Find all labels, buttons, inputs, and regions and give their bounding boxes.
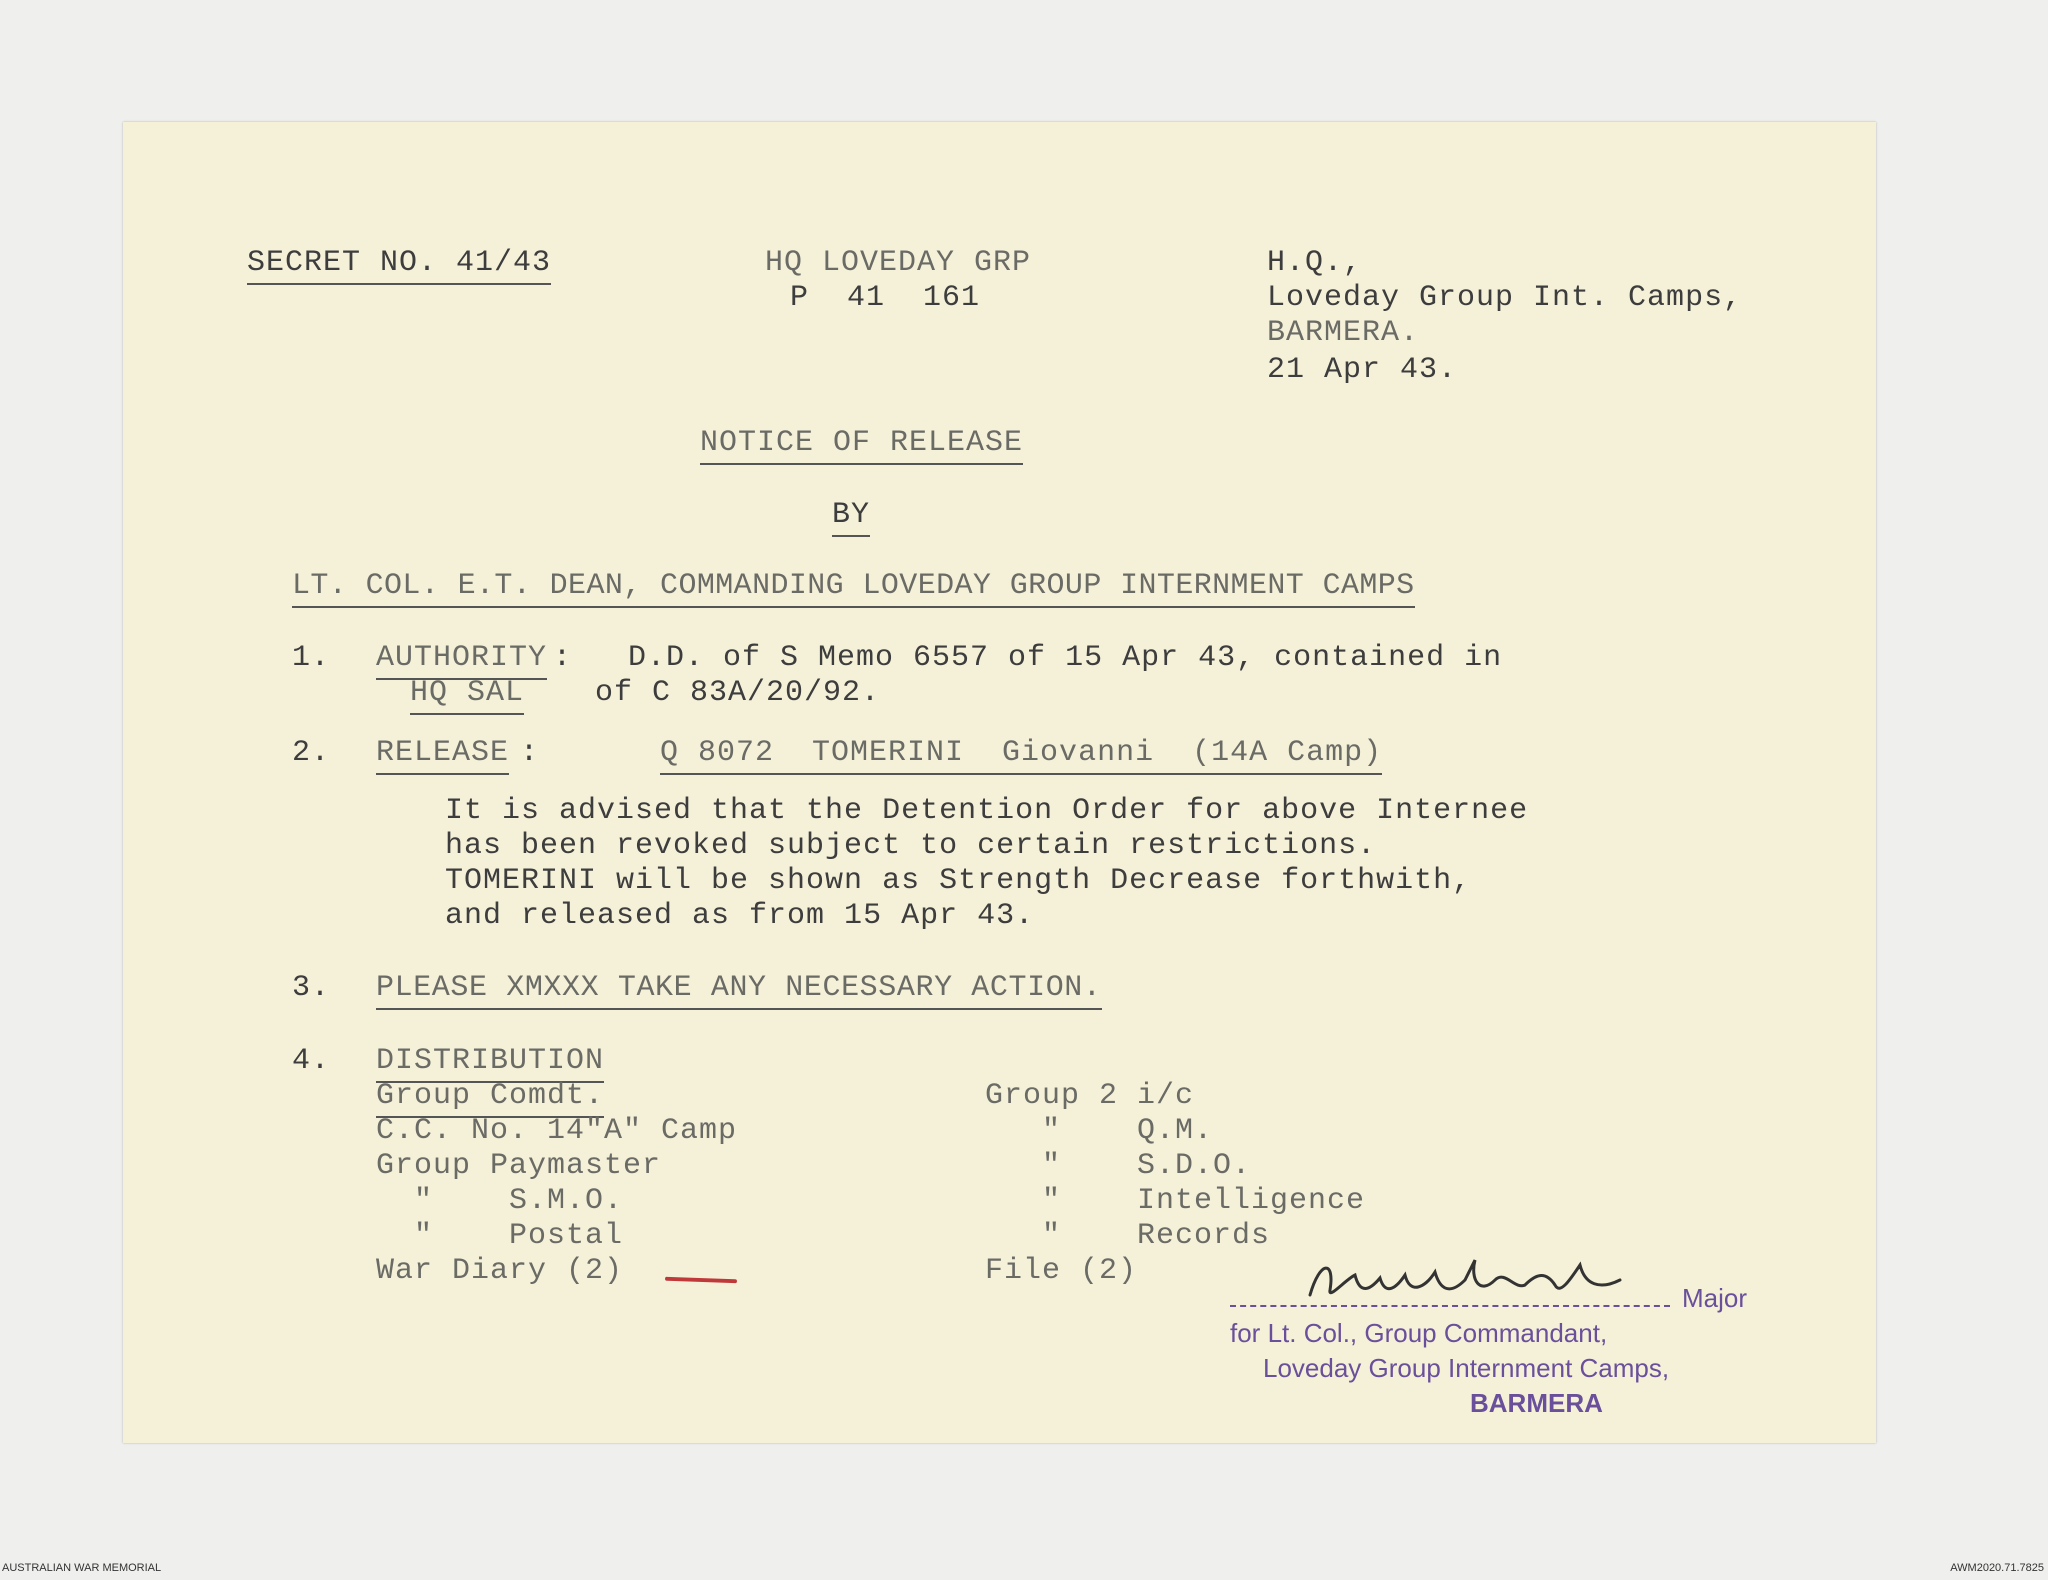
address-line3: BARMERA. xyxy=(1267,316,1420,350)
distribution-right-item: File (2) xyxy=(985,1254,1138,1288)
item2-number: 2. xyxy=(292,736,331,770)
stamp-line1: for Lt. Col., Group Commandant, xyxy=(1230,1318,1608,1348)
stamp-line2: Loveday Group Internment Camps, xyxy=(1263,1353,1670,1383)
item3-number: 3. xyxy=(292,971,331,1005)
distribution-right-item: " S.D.O. xyxy=(985,1149,1252,1183)
item3-text: PLEASE XMXXX TAKE ANY NECESSARY ACTION. xyxy=(376,970,1102,1010)
secret-number: SECRET NO. 41/43 xyxy=(247,245,551,285)
document-date: 21 Apr 43. xyxy=(1267,353,1458,387)
hq-reference-line1: HQ LOVEDAY GRP xyxy=(765,246,1032,280)
distribution-label: DISTRIBUTION xyxy=(376,1043,604,1083)
distribution-left-item: C.C. No. 14"A" Camp xyxy=(376,1114,738,1148)
item1-colon: : xyxy=(553,641,573,675)
item1-text-line2-label: HQ SAL xyxy=(410,675,524,715)
distribution-right-item: Group 2 i/c xyxy=(985,1079,1195,1113)
hq-reference-line2: P 41 161 xyxy=(790,281,981,315)
signature-line xyxy=(1230,1305,1670,1307)
item2-body-line1: It is advised that the Detention Order for above Internee xyxy=(445,794,1529,828)
distribution-left-item: Group Paymaster xyxy=(376,1149,662,1183)
release-subject: Q 8072 TOMERINI Giovanni (14A Camp) xyxy=(660,735,1382,775)
item4-number: 4. xyxy=(292,1044,331,1078)
item2-body-line3: TOMERINI will be shown as Strength Decrease forthwith, xyxy=(445,864,1472,898)
item1-text-line2: of C 83A/20/92. xyxy=(595,676,881,710)
distribution-left-item: " S.M.O. xyxy=(376,1184,624,1218)
item2-body-line2: has been revoked subject to certain restrictions. xyxy=(445,829,1377,863)
distribution-left-item: Group Comdt. xyxy=(376,1078,604,1118)
stamp-rank: Major xyxy=(1682,1283,1748,1313)
item2-colon: : xyxy=(520,736,540,770)
distribution-right-item: " Records xyxy=(985,1219,1271,1253)
item1-label: AUTHORITY xyxy=(376,640,547,680)
notice-title: NOTICE OF RELEASE xyxy=(700,425,1023,465)
distribution-right-item: " Intelligence xyxy=(985,1184,1366,1218)
item1-number: 1. xyxy=(292,641,331,675)
stamp-line3: BARMERA xyxy=(1470,1388,1603,1418)
handwritten-signature-icon xyxy=(1300,1250,1660,1310)
distribution-left-item: War Diary (2) xyxy=(376,1254,624,1288)
address-line1: H.Q., xyxy=(1267,246,1363,280)
distribution-right-item: " Q.M. xyxy=(985,1114,1214,1148)
title-by: BY xyxy=(832,497,870,537)
address-line2: Loveday Group Int. Camps, xyxy=(1267,281,1743,315)
distribution-left-item: " Postal xyxy=(376,1219,624,1253)
footer-reference: AWM2020.71.7825 xyxy=(1950,1562,2044,1574)
commanding-officer-title: LT. COL. E.T. DEAN, COMMANDING LOVEDAY GROUP INTERNMENT CAMPS xyxy=(292,568,1415,608)
item2-label: RELEASE xyxy=(376,735,509,775)
item2-body-line4: and released as from 15 Apr 43. xyxy=(445,899,1035,933)
item1-text-line1: D.D. of S Memo 6557 of 15 Apr 43, contained in xyxy=(628,641,1503,675)
footer-source: AUSTRALIAN WAR MEMORIAL xyxy=(2,1562,162,1574)
